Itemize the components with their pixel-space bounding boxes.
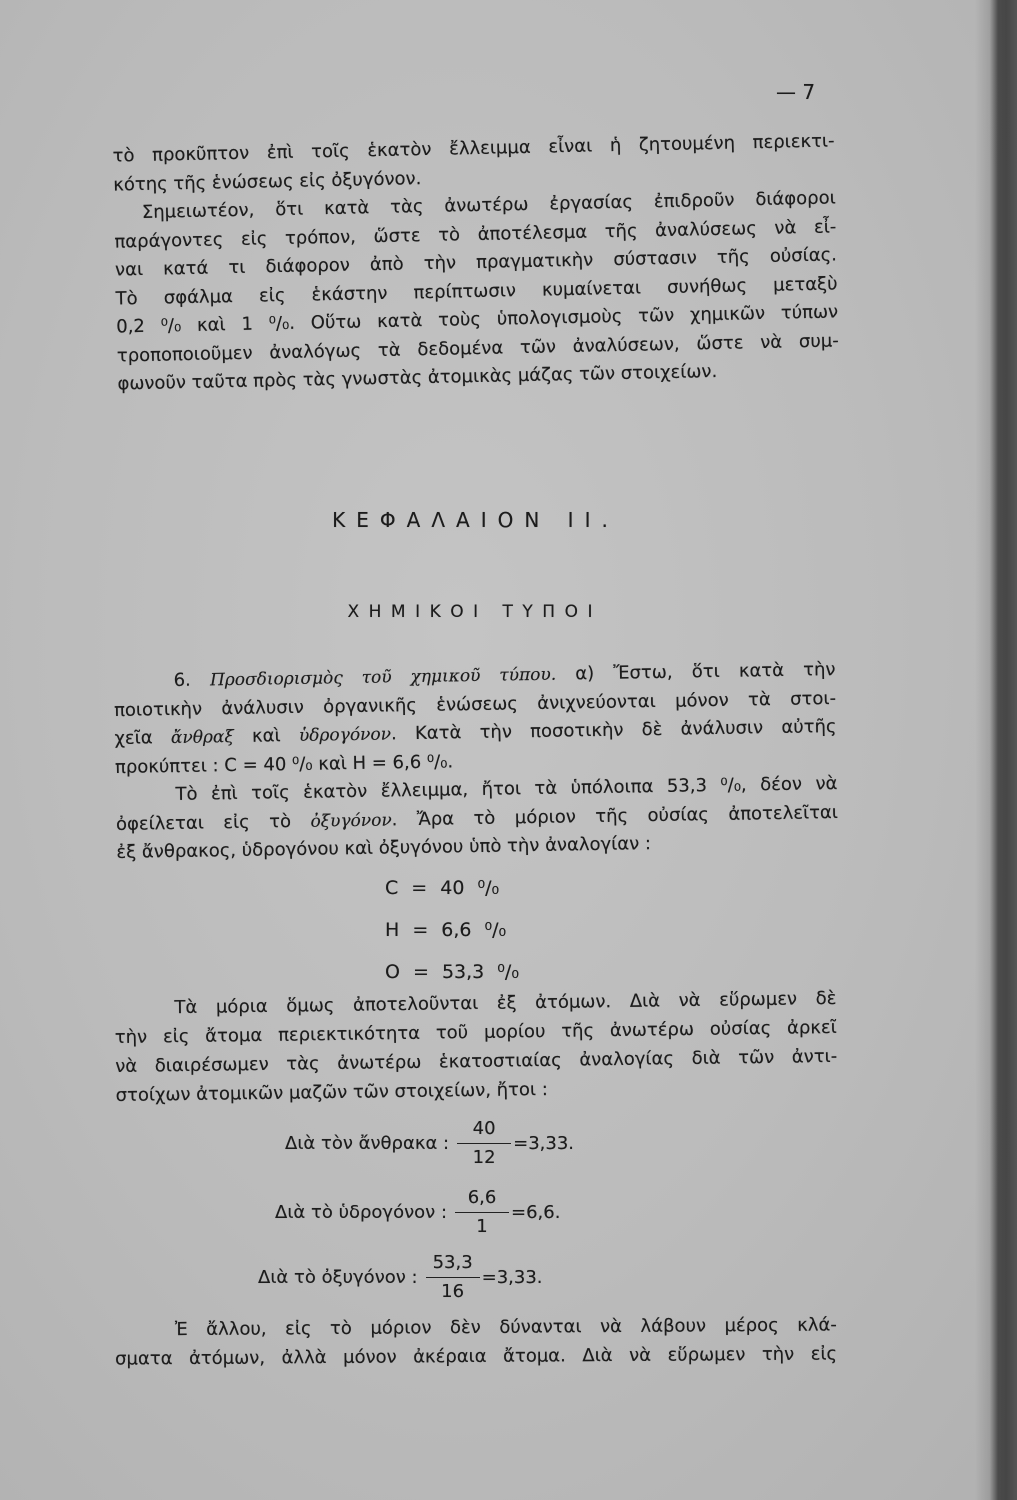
fraction-denominator: 1 bbox=[476, 1215, 488, 1237]
text-line: ποιοτικὴν ἀνάλυσιν ὀργανικῆς ἑνώσεως ἀνιχνεύονται μόνον τὰ στοι- bbox=[113, 687, 837, 721]
text-line: Τὸ ἐπὶ τοῖς ἑκατὸν ἔλλειμμα, ἤτοι τὰ ὑπόλοιπα 53,3 ⁰/₀, δέον νὰ bbox=[175, 773, 838, 805]
text-line: παράγοντες εἰς τρόπον, ὥστε τὸ ἀποτέλεσμα τῆς ἀναλύσεως νὰ εἶ- bbox=[114, 215, 837, 253]
text-line: στοίχων ἀτομικῶν μαζῶν τῶν στοιχείων, ἤτοι : bbox=[115, 1079, 548, 1107]
division-carbon bbox=[285, 1115, 574, 1171]
text-line: ἐξ ἄνθρακος, ὑδρογόνου καὶ ὀξυγόνου ὑπὸ τὴν ἀναλογίαν : bbox=[116, 833, 652, 863]
text-line: κότης τῆς ἑνώσεως εἰς ὀξυγόνον. bbox=[113, 167, 422, 196]
emphasis-carbon: ἄνθραξ bbox=[170, 727, 234, 749]
text-span: . Ἄρα τὸ μόριον τῆς οὐσίας ἀποτελεῖται bbox=[391, 801, 839, 830]
text-line: 0,2 ⁰/₀ καὶ 1 ⁰/₀. Οὕτω κατὰ τοὺς ὑπολογισμοὺς τῶν χημικῶν τύπων bbox=[116, 301, 839, 338]
text-line: τροποποιοῦμεν ἀναλόγως τὰ δεδομένα τῶν ἀναλύσεων, ὥστε νὰ συμ- bbox=[116, 329, 839, 367]
page-edge-shadow bbox=[975, 0, 1017, 1500]
composition-hydrogen: H = 6,6 ⁰/₀ bbox=[385, 919, 507, 941]
fraction-denominator: 16 bbox=[441, 1280, 465, 1302]
emphasis-oxygen: ὀξυγόνον bbox=[310, 809, 392, 832]
division-result: =3,33. bbox=[481, 1266, 543, 1288]
text-span: ὀφείλεται εἰς τὸ bbox=[115, 810, 311, 835]
text-line: Σημειωτέον, ὅτι κατὰ τὰς ἀνωτέρω ἐργασίας ἐπιδροῦν διάφοροι bbox=[141, 187, 836, 223]
fraction-numerator: 53,3 bbox=[426, 1249, 480, 1278]
text-line: Τὰ μόρια ὅμως ἀποτελοῦνται ἐξ ἀτόμων. Διὰ νὰ εὕρωμεν δὲ bbox=[174, 987, 837, 1019]
composition-oxygen: O = 53,3 ⁰/₀ bbox=[385, 961, 519, 983]
division-label: Διὰ τὸ ὑδρογόνον : bbox=[275, 1201, 448, 1223]
division-label: Διὰ τὸν ἄνθρακα : bbox=[285, 1132, 450, 1154]
division-result: =6,6. bbox=[511, 1201, 561, 1223]
section-number: 6. bbox=[173, 669, 191, 692]
text-line: σματα ἀτόμων, ἀλλὰ μόνον ἀκέραια ἄτομα. Διὰ νὰ εὕρωμεν τὴν εἰς bbox=[115, 1343, 838, 1370]
division-result: =3,33. bbox=[513, 1132, 574, 1154]
fraction-numerator: 40 bbox=[457, 1115, 511, 1144]
composition-carbon: C = 40 ⁰/₀ bbox=[385, 877, 500, 899]
text-span: . Κατὰ τὴν ποσοτικὴν δὲ ἀνάλυσιν αὐτῆς bbox=[390, 716, 837, 745]
text-span: καὶ bbox=[233, 724, 300, 748]
text-line: τὸ προκῦπτον ἐπὶ τοῖς ἑκατὸν ἔλλειμμα εἶναι ἡ ζητουμένη περιεκτι- bbox=[112, 130, 835, 167]
composition-list bbox=[385, 867, 519, 993]
fraction-denominator: 12 bbox=[472, 1146, 496, 1168]
text-line: νὰ διαιρέσωμεν τὰς ἀνωτέρω ἑκατοστιαίας ἀναλογίας διὰ τῶν ἀντι- bbox=[115, 1045, 838, 1078]
text-line: Ἐ ἄλλου, εἰς τὸ μόριον δὲν δύνανται νὰ λάβουν μέρος κλά- bbox=[174, 1314, 837, 1341]
section-6-text bbox=[113, 656, 838, 867]
fraction bbox=[455, 1184, 509, 1241]
text-span: χεῖα bbox=[114, 727, 172, 749]
fraction bbox=[457, 1115, 511, 1172]
page-number: — 7 bbox=[776, 80, 816, 104]
division-hydrogen bbox=[275, 1184, 560, 1240]
text-line: ναι κατά τι διάφορον ἀπὸ τὴν πραγματικὴν σύστασιν τῆς οὐσίας. bbox=[114, 244, 838, 281]
chapter-subtitle: ΧΗΜΙΚΟΙ ΤΥΠΟΙ bbox=[347, 602, 602, 622]
opening-text bbox=[112, 127, 839, 399]
chapter-title: ΚΕΦΑΛΑΙΟΝ ΙΙ. bbox=[332, 508, 619, 532]
section-6-paragraph-4 bbox=[115, 1310, 837, 1373]
text-span: α) Ἔστω, ὅτι κατὰ τὴν bbox=[555, 659, 836, 685]
note-paragraph bbox=[114, 184, 840, 399]
section-6-paragraph-2 bbox=[115, 770, 838, 867]
division-label: Διὰ τὸ ὀξυγόνον : bbox=[258, 1266, 418, 1288]
emphasis-hydrogen: ὑδρογόνον bbox=[298, 724, 392, 746]
section-heading: Προσδιορισμὸς τοῦ χημικοῦ τύπου. bbox=[209, 664, 557, 691]
text-line: φωνοῦν ταῦτα πρὸς τὰς γνωστὰς ἀτομικὰς μάζας τῶν στοιχείων. bbox=[117, 360, 718, 395]
fraction-numerator: 6,6 bbox=[455, 1184, 509, 1213]
fraction bbox=[426, 1249, 480, 1306]
text-line: προκύπτει : C = 40 ⁰/₀ καὶ H = 6,6 ⁰/₀. bbox=[114, 750, 454, 778]
text-line: Τὸ σφάλμα εἰς ἑκάστην περίπτωσιν κυμαίνεται συνήθως μεταξὺ bbox=[115, 272, 838, 310]
section-6-paragraph-3 bbox=[114, 984, 838, 1110]
division-oxygen bbox=[258, 1249, 543, 1305]
section-6-paragraph-1 bbox=[113, 656, 837, 782]
text-line: τὴν εἰς ἄτομα περιεκτικότητα τοῦ μορίου τῆς ἀνωτέρω οὐσίας ἀρκεῖ bbox=[114, 1016, 837, 1049]
